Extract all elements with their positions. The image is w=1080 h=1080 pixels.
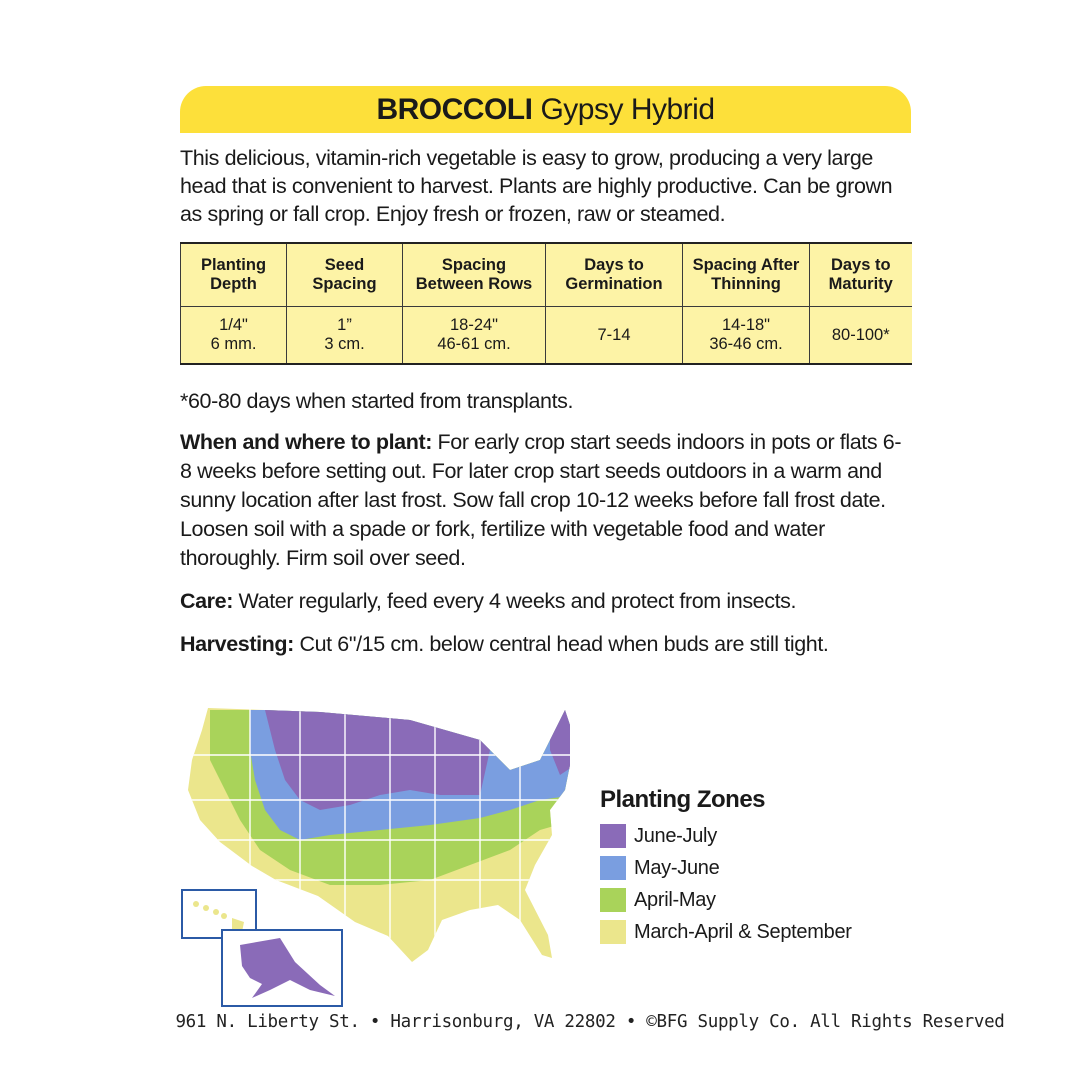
header-seed-spacing: Seed Spacing	[287, 243, 403, 307]
legend-label: March-April & September	[634, 920, 852, 943]
header-maturity: Days to Maturity	[810, 243, 912, 307]
title-bar	[180, 86, 911, 133]
header-germination: Days to Germination	[546, 243, 683, 307]
section-label: Care:	[180, 589, 233, 613]
legend-title: Planting Zones	[600, 786, 766, 813]
section-text: Water regularly, feed every 4 weeks and protect from insects.	[232, 589, 797, 613]
legend-swatch	[600, 888, 626, 912]
planting-zone-map	[180, 700, 570, 1010]
planting-zones-legend	[600, 786, 852, 948]
section-care	[180, 587, 911, 616]
legend-item	[600, 852, 852, 884]
header-thinning: Spacing After Thinning	[683, 243, 810, 307]
seed-packet-content	[180, 86, 911, 659]
section-when-where	[180, 428, 911, 573]
product-variety: Gypsy Hybrid	[540, 92, 715, 126]
footer-address: 961 N. Liberty St. • Harrisonburg, VA 22802 • ©BFG Supply Co. All Rights Reserved	[175, 1012, 1005, 1032]
value-maturity: 80-100*	[810, 307, 912, 365]
growing-specs-table	[180, 242, 912, 365]
intro-paragraph: This delicious, vitamin-rich vegetable is easy to grow, producing a very large head that is convenient to harvest. Plants are highly productive. Can be grown as spring or fall crop. Enjoy fresh or frozen, raw or steamed.	[180, 146, 893, 226]
value-planting-depth: 1/4" 6 mm.	[181, 307, 287, 365]
product-name: BROCCOLI	[376, 92, 533, 126]
table-header-row	[181, 243, 912, 307]
section-harvesting	[180, 630, 911, 659]
header-planting-depth: Planting Depth	[181, 243, 287, 307]
zone-june-july	[265, 710, 490, 810]
transplant-note: *60-80 days when started from transplants.	[180, 389, 574, 413]
value-seed-spacing: 1” 3 cm.	[287, 307, 403, 365]
value-row-spacing: 18-24" 46-61 cm.	[403, 307, 546, 365]
section-label: When and where to plant:	[180, 430, 432, 454]
section-text: Cut 6"/15 cm. below central head when buds are still tight.	[293, 632, 829, 656]
section-label: Harvesting:	[180, 632, 294, 656]
table-row	[181, 307, 912, 365]
header-row-spacing: Spacing Between Rows	[403, 243, 546, 307]
legend-item	[600, 820, 852, 852]
legend-swatch	[600, 856, 626, 880]
legend-label: April-May	[634, 888, 716, 911]
legend-label: May-June	[634, 856, 720, 879]
legend-swatch	[600, 824, 626, 848]
section-text: For early crop start seeds indoors in pots or flats 6-8 weeks before setting out. For later crop start seeds outdoors in a warm and sunny location after last frost. Sow fall crop 10-12 weeks before fall frost date. Loosen soil with a spade or fork, fertilize with vegetable food and water thoroughly. Firm soil over seed.	[180, 430, 902, 570]
value-germination: 7-14	[546, 307, 683, 365]
legend-swatch	[600, 920, 626, 944]
legend-item	[600, 884, 852, 916]
legend-label: June-July	[634, 824, 717, 847]
legend-item	[600, 916, 852, 948]
value-thinning: 14-18" 36-46 cm.	[683, 307, 810, 365]
